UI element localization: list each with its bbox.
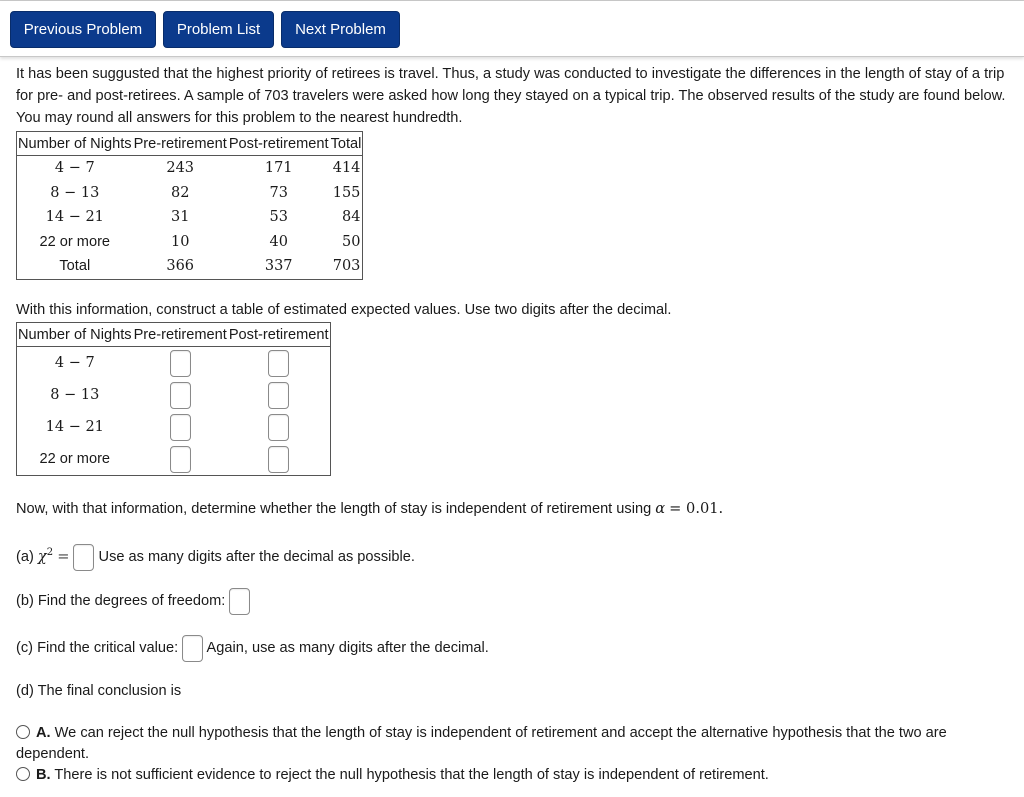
cell-total: 414: [332, 160, 361, 177]
problem-intro: It has been suggusted that the highest priority of retirees is travel. Thus, a study was conducted to investigate the differences in the length of stay of a trip for pre- and post-retirees. A sample of 703 travelers were asked how long they stayed on a typical trip. The observed results of the study are found below. You may round all answers for this problem to the nearest hundredth.: [16, 66, 1006, 126]
cell-total: 703: [332, 258, 361, 275]
problem-content: [16, 63, 1006, 280]
option-b[interactable]: [16, 765, 769, 786]
option-b-letter: B.: [36, 767, 51, 783]
expected-pre-8-13-input[interactable]: [170, 382, 191, 409]
observed-table-header: [17, 132, 363, 156]
cell-pre: 366: [166, 258, 195, 275]
cell-pre: 31: [170, 209, 190, 226]
header-nights: Number of Nights: [17, 132, 133, 156]
expected-prompt: With this information, construct a table of estimated expected values. Use two digits after the decimal.: [16, 302, 672, 318]
cell-total: 50: [341, 233, 361, 250]
header-post: Post-retirement: [228, 323, 330, 347]
cell-total: 84: [341, 209, 361, 226]
independence-prompt-text: Now, with that information, determine whether the length of stay is independent of retirement using: [16, 501, 652, 517]
row-label: 22 or more: [39, 233, 111, 250]
part-b-label: (b) Find the degrees of freedom:: [16, 593, 226, 609]
part-a-label: (a): [16, 548, 34, 565]
expected-table-wrapper: [16, 322, 331, 476]
critical-value-input[interactable]: [182, 635, 203, 662]
row-label: 8 − 13: [50, 184, 100, 201]
independence-prompt: [16, 498, 723, 520]
next-problem-button[interactable]: Next Problem: [281, 11, 400, 48]
cell-pre: [133, 347, 228, 380]
problem-list-button[interactable]: Problem List: [163, 11, 274, 48]
row-label: 22 or more: [39, 451, 111, 467]
part-a-hint: Use as many digits after the decimal as possible.: [98, 548, 415, 565]
row-label: Total: [59, 258, 91, 275]
problem-nav-bar: [0, 1, 1024, 57]
expected-pre-22-input[interactable]: [170, 446, 191, 473]
header-pre: Pre-retirement: [133, 323, 228, 347]
table-row: [17, 156, 363, 181]
expected-post-8-13-input[interactable]: [268, 382, 289, 409]
table-row: [17, 181, 363, 206]
expected-pre-14-21-input[interactable]: [170, 414, 191, 441]
expected-table-header: [17, 323, 331, 347]
part-d-label: (d) The final conclusion is: [16, 683, 182, 699]
option-a-text: We can reject the null hypothesis that the length of stay is independent of retirement and accept the alternative hypothesis that the two are dependent.: [16, 725, 947, 762]
header-post: Post-retirement: [228, 132, 330, 156]
table-row: [17, 230, 363, 255]
row-label: 4 − 7: [54, 160, 95, 177]
header-total: Total: [330, 132, 363, 156]
cell-post: 171: [264, 160, 293, 177]
cell-post: [228, 379, 330, 411]
cell-post: [228, 443, 330, 476]
cell-post: 337: [264, 258, 293, 275]
table-row: [17, 347, 331, 380]
row-label: 8 − 13: [50, 387, 100, 403]
cell-pre: 82: [170, 184, 190, 201]
cell-post: [228, 347, 330, 380]
table-row: [17, 379, 331, 411]
table-row: [17, 443, 331, 476]
option-a[interactable]: [16, 723, 1001, 765]
chi-symbol: χ: [37, 547, 47, 565]
row-label: 4 − 7: [54, 355, 95, 371]
expected-post-14-21-input[interactable]: [268, 414, 289, 441]
row-label: 14 − 21: [45, 209, 104, 226]
cell-pre: 10: [170, 233, 190, 250]
header-pre: Pre-retirement: [133, 132, 228, 156]
expected-table: [16, 322, 331, 476]
cell-post: 53: [269, 209, 288, 226]
alpha-value: = 0.01.: [669, 500, 724, 517]
expected-post-4-7-input[interactable]: [268, 350, 289, 377]
chi-superscript: 2: [46, 547, 54, 558]
previous-problem-button[interactable]: Previous Problem: [10, 11, 156, 48]
chi-square-input[interactable]: [73, 544, 94, 571]
part-c: [16, 634, 489, 662]
degrees-of-freedom-input[interactable]: [229, 588, 250, 615]
observed-table: [16, 131, 363, 280]
part-c-hint: Again, use as many digits after the decimal.: [206, 640, 489, 656]
alpha-symbol: α: [655, 500, 666, 517]
expected-pre-4-7-input[interactable]: [170, 350, 191, 377]
option-b-radio[interactable]: [16, 767, 30, 781]
part-a: [16, 539, 415, 571]
option-b-text: There is not sufficient evidence to reject the null hypothesis that the length of stay is independent of retirement.: [54, 767, 769, 783]
table-row: [17, 205, 363, 230]
cell-post: 73: [269, 184, 288, 201]
cell-total: 155: [332, 184, 361, 201]
row-label: 14 − 21: [45, 419, 104, 435]
header-nights: Number of Nights: [17, 323, 133, 347]
cell-post: [228, 411, 330, 443]
table-row: [17, 254, 363, 279]
cell-pre: [133, 443, 228, 476]
equals-sign: =: [57, 547, 70, 565]
part-b: [16, 587, 250, 615]
expected-post-22-input[interactable]: [268, 446, 289, 473]
option-a-radio[interactable]: [16, 725, 30, 739]
cell-pre: 243: [166, 160, 195, 177]
option-a-letter: A.: [36, 725, 51, 741]
part-c-label: (c) Find the critical value:: [16, 640, 179, 656]
cell-pre: [133, 379, 228, 411]
cell-post: 40: [269, 233, 288, 250]
table-row: [17, 411, 331, 443]
cell-pre: [133, 411, 228, 443]
